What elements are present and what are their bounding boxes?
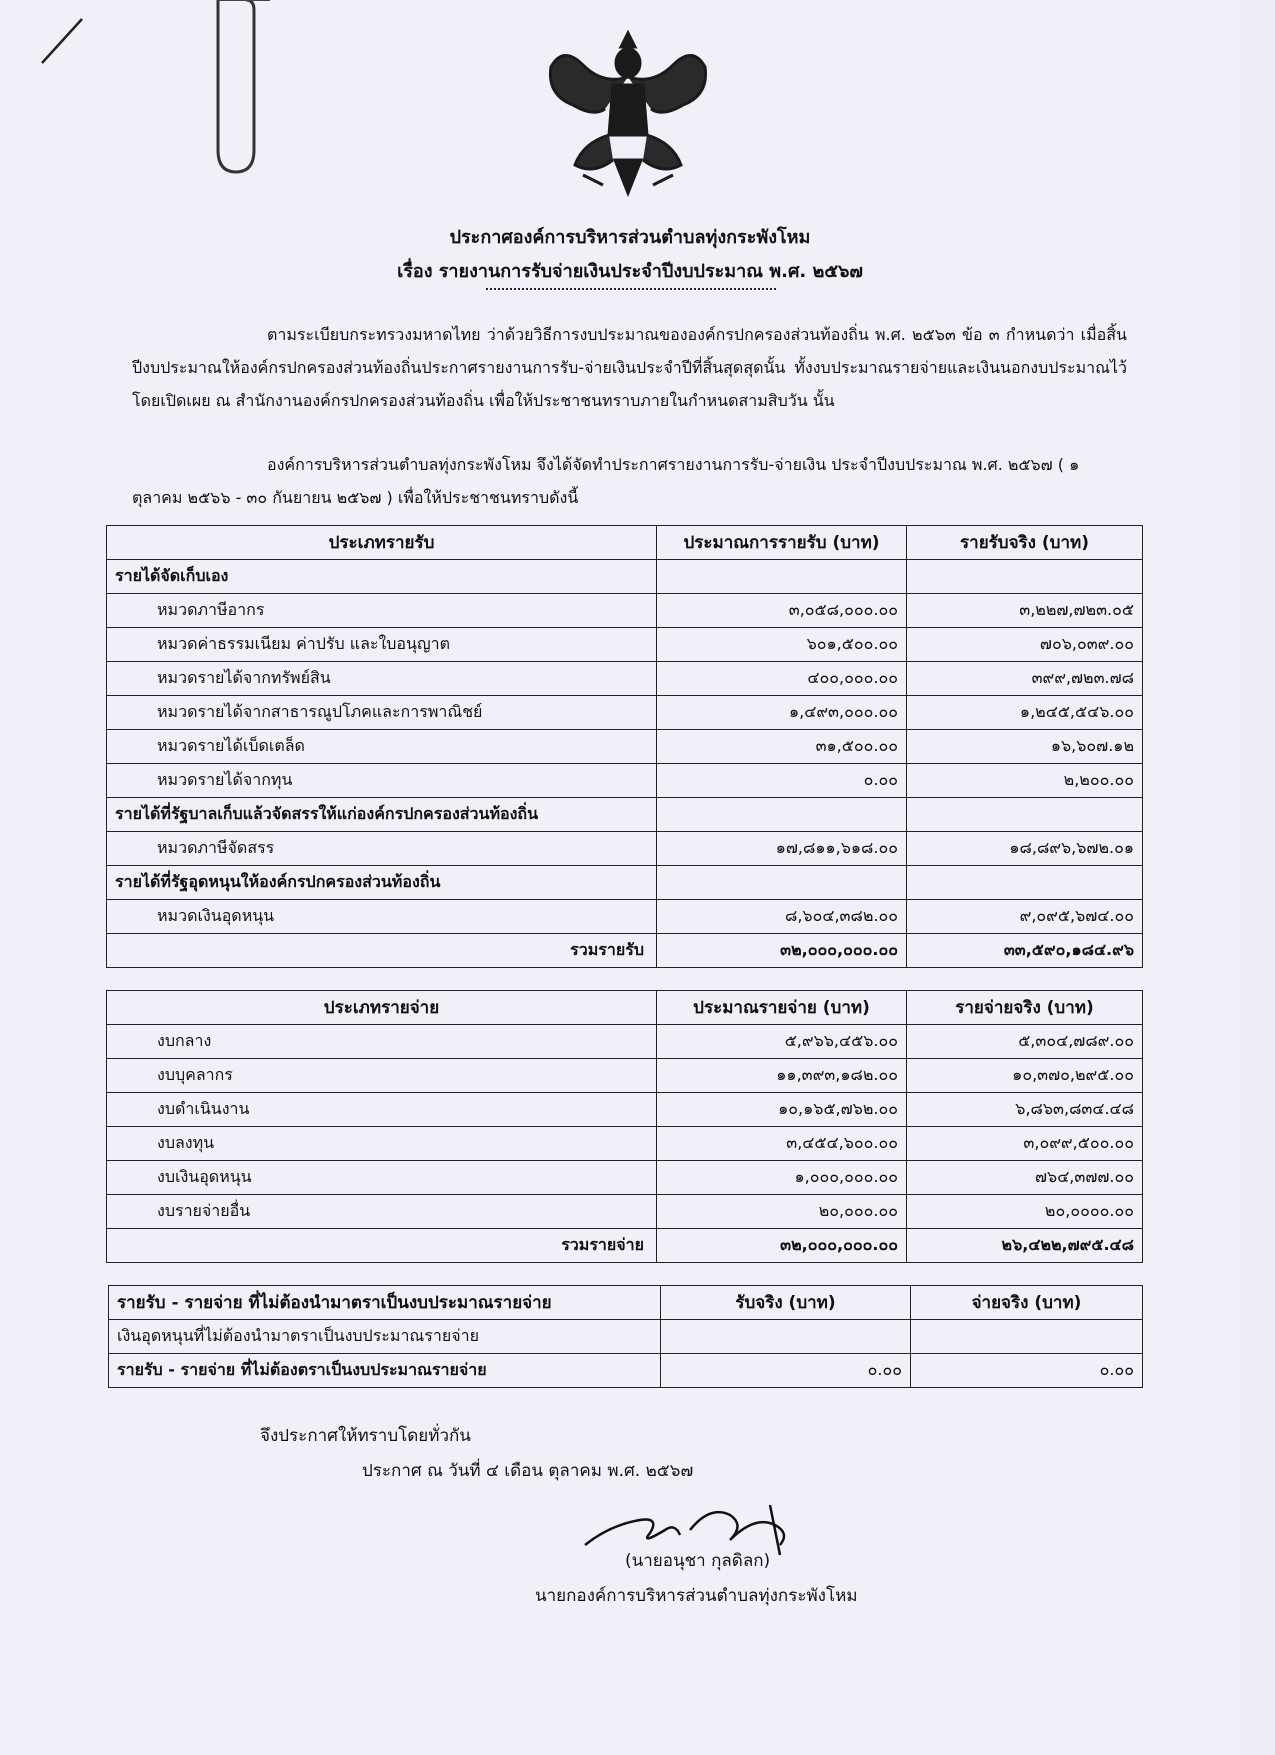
group-label: รายได้จัดเก็บเอง: [107, 560, 657, 594]
table-row: [107, 1025, 1143, 1059]
announcement-subject: เรื่อง รายงานการรับจ่ายเงินประจำปีงบประมาณ พ.ศ. ๒๕๖๗: [397, 261, 863, 282]
garuda-emblem-icon: [543, 25, 713, 200]
actual-cell: ๕,๓๐๔,๗๘๙.๐๐: [907, 1025, 1143, 1059]
column-header: ประเภทรายจ่าย: [107, 991, 657, 1025]
table-row: [107, 730, 1143, 764]
received-cell: [661, 1320, 911, 1354]
total-estimate: ๓๒,๐๐๐,๐๐๐.๐๐: [657, 934, 907, 968]
estimate-cell: ๘,๖๐๔,๓๘๒.๐๐: [657, 900, 907, 934]
total-paid: ๐.๐๐: [911, 1354, 1143, 1388]
row-label: งบบุคลากร: [107, 1059, 657, 1093]
row-label: งบดำเนินงาน: [107, 1093, 657, 1127]
estimate-cell: ๕,๙๖๖,๔๕๖.๐๐: [657, 1025, 907, 1059]
estimate-cell: ๑,๔๙๓,๐๐๐.๐๐: [657, 696, 907, 730]
total-actual: ๒๖,๔๒๒,๗๙๕.๔๘: [907, 1229, 1143, 1263]
estimate-cell: ๑,๐๐๐,๐๐๐.๐๐: [657, 1161, 907, 1195]
column-header: จ่ายจริง (บาท): [911, 1286, 1143, 1320]
total-label: รวมรายจ่าย: [107, 1229, 657, 1263]
group-label: รายได้ที่รัฐบาลเก็บแล้วจัดสรรให้แก่องค์กรปกครองส่วนท้องถิ่น: [107, 798, 657, 832]
row-label: หมวดค่าธรรมเนียม ค่าปรับ และใบอนุญาต: [107, 628, 657, 662]
table-row: [107, 1161, 1143, 1195]
nonbudget-table: [108, 1285, 1143, 1388]
column-header: รายจ่ายจริง (บาท): [907, 991, 1143, 1025]
table-row: [107, 764, 1143, 798]
row-label: หมวดภาษีอากร: [107, 594, 657, 628]
table-total-row: [109, 1354, 1143, 1388]
actual-cell: ๑๘,๘๙๖,๖๗๒.๐๑: [907, 832, 1143, 866]
row-label: งบกลาง: [107, 1025, 657, 1059]
table-header-row: [107, 526, 1143, 560]
revenue-table: [106, 525, 1143, 968]
table-group-row: [107, 560, 1143, 594]
table-total-row: [107, 934, 1143, 968]
table-row: [107, 1127, 1143, 1161]
expense-table: [106, 990, 1143, 1263]
actual-cell: ๓,๐๙๙,๕๐๐.๐๐: [907, 1127, 1143, 1161]
actual-cell: ๙,๐๙๕,๖๗๔.๐๐: [907, 900, 1143, 934]
column-header: รับจริง (บาท): [661, 1286, 911, 1320]
table-row: [107, 832, 1143, 866]
table-row: [107, 1059, 1143, 1093]
table-row: [107, 696, 1143, 730]
table-row: [109, 1320, 1143, 1354]
table-row: [107, 594, 1143, 628]
statement-paragraph: องค์การบริหารส่วนตำบลทุ่งกระพังโหม จึงได้จัดทำประกาศรายงานการรับ-จ่ายเงิน ประจำปีงบประมาณ พ.ศ. ๒๕๖๗ ( ๑ ตุลาคม ๒๕๖๖ - ๓๐ กันยายน ๒๕๖๗ ) เพื่อให้ประชาชนทราบดังนี้: [132, 455, 1080, 507]
estimate-cell: ๑๐,๑๖๕,๗๖๒.๐๐: [657, 1093, 907, 1127]
announcement-date: ประกาศ ณ วันที่ ๔ เดือน ตุลาคม พ.ศ. ๒๕๖๗: [362, 1461, 694, 1481]
table-row: [107, 1093, 1143, 1127]
table-row: [107, 628, 1143, 662]
total-received: ๐.๐๐: [661, 1354, 911, 1388]
actual-cell: ๒๐,๐๐๐๐.๐๐: [907, 1195, 1143, 1229]
estimate-cell: ๔๐๐,๐๐๐.๐๐: [657, 662, 907, 696]
table-row: [107, 900, 1143, 934]
table-header-row: [109, 1286, 1143, 1320]
estimate-cell: ๓,๔๕๔,๖๐๐.๐๐: [657, 1127, 907, 1161]
actual-cell: ๑๖,๖๐๗.๑๒: [907, 730, 1143, 764]
actual-cell: ๓๙๙,๗๒๓.๗๘: [907, 662, 1143, 696]
table-total-row: [107, 1229, 1143, 1263]
row-label: หมวดรายได้จากทุน: [107, 764, 657, 798]
table-group-row: [107, 866, 1143, 900]
paid-cell: [911, 1320, 1143, 1354]
estimate-cell: ๖๐๑,๕๐๐.๐๐: [657, 628, 907, 662]
column-header: รายรับจริง (บาท): [907, 526, 1143, 560]
actual-cell: ๑๐,๓๗๐,๒๙๕.๐๐: [907, 1059, 1143, 1093]
paper-clip-icon: [180, 0, 270, 175]
row-label: งบเงินอุดหนุน: [107, 1161, 657, 1195]
total-label: รวมรายรับ: [107, 934, 657, 968]
total-actual: ๓๓,๕๙๐,๑๘๔.๙๖: [907, 934, 1143, 968]
estimate-cell: ๑๑,๓๙๓,๑๘๒.๐๐: [657, 1059, 907, 1093]
table-row: [107, 1195, 1143, 1229]
signer-position: นายกองค์การบริหารส่วนตำบลทุ่งกระพังโหม: [535, 1586, 858, 1606]
actual-cell: ๓,๒๒๗,๗๒๓.๐๕: [907, 594, 1143, 628]
actual-cell: ๑,๒๔๕,๕๔๖.๐๐: [907, 696, 1143, 730]
row-label: งบลงทุน: [107, 1127, 657, 1161]
row-label: หมวดภาษีจัดสรร: [107, 832, 657, 866]
group-label: รายได้ที่รัฐอุดหนุนให้องค์กรปกครองส่วนท้องถิ่น: [107, 866, 657, 900]
estimate-cell: ๐.๐๐: [657, 764, 907, 798]
closing-line: จึงประกาศให้ทราบโดยทั่วกัน: [260, 1426, 471, 1446]
row-label: งบรายจ่ายอื่น: [107, 1195, 657, 1229]
total-estimate: ๓๒,๐๐๐,๐๐๐.๐๐: [657, 1229, 907, 1263]
estimate-cell: ๓๑,๕๐๐.๐๐: [657, 730, 907, 764]
actual-cell: ๗๐๖,๐๓๙.๐๐: [907, 628, 1143, 662]
column-header: ประเภทรายรับ: [107, 526, 657, 560]
table-row: [107, 662, 1143, 696]
column-header: ประมาณการรายรับ (บาท): [657, 526, 907, 560]
announcement-title: ประกาศองค์การบริหารส่วนตำบลทุ่งกระพังโหม: [449, 227, 811, 248]
actual-cell: ๖,๘๖๓,๘๓๔.๔๘: [907, 1093, 1143, 1127]
table-header-row: [107, 991, 1143, 1025]
row-label: หมวดรายได้จากทรัพย์สิน: [107, 662, 657, 696]
estimate-cell: ๒๐,๐๐๐.๐๐: [657, 1195, 907, 1229]
signer-name: (นายอนุชา กุลดิลก): [625, 1551, 771, 1571]
intro-paragraph: ตามระเบียบกระทรวงมหาดไทย ว่าด้วยวิธีการงบประมาณขององค์กรปกครองส่วนท้องถิ่น พ.ศ. ๒๕๖๓ ข้อ ๓ กำหนดว่า เมื่อสิ้นปีงบประมาณให้องค์กรปกครองส่วนท้องถิ่นประกาศรายงานการรับ-จ่ายเงินประจำปีที่สิ้นสุดสุดนั้น ทั้งงบประมาณรายจ่ายและเงินนอกงบประมาณไว้โดยเปิดเผย ณ สำนักงานองค์กรปกครองส่วนท้องถิ่น เพื่อให้ประชาชนทราบภายในกำหนดสามสิบวัน นั้น: [132, 325, 1127, 410]
row-label: หมวดรายได้จากสาธารณูปโภคและการพาณิชย์: [107, 696, 657, 730]
row-label: หมวดรายได้เบ็ดเตล็ด: [107, 730, 657, 764]
table-group-row: [107, 798, 1143, 832]
row-label: หมวดเงินอุดหนุน: [107, 900, 657, 934]
column-header: รายรับ - รายจ่าย ที่ไม่ต้องนำมาตราเป็นงบประมาณรายจ่าย: [109, 1286, 661, 1320]
dotted-divider: [486, 288, 776, 290]
actual-cell: ๗๖๔,๓๗๗.๐๐: [907, 1161, 1143, 1195]
total-label: รายรับ - รายจ่าย ที่ไม่ต้องตราเป็นงบประมาณรายจ่าย: [109, 1354, 661, 1388]
column-header: ประมาณรายจ่าย (บาท): [657, 991, 907, 1025]
pen-stroke-mark: [40, 15, 90, 65]
actual-cell: ๒,๒๐๐.๐๐: [907, 764, 1143, 798]
estimate-cell: ๑๗,๘๑๑,๖๑๘.๐๐: [657, 832, 907, 866]
estimate-cell: ๓,๐๕๘,๐๐๐.๐๐: [657, 594, 907, 628]
row-label: เงินอุดหนุนที่ไม่ต้องนำมาตราเป็นงบประมาณรายจ่าย: [109, 1320, 661, 1354]
